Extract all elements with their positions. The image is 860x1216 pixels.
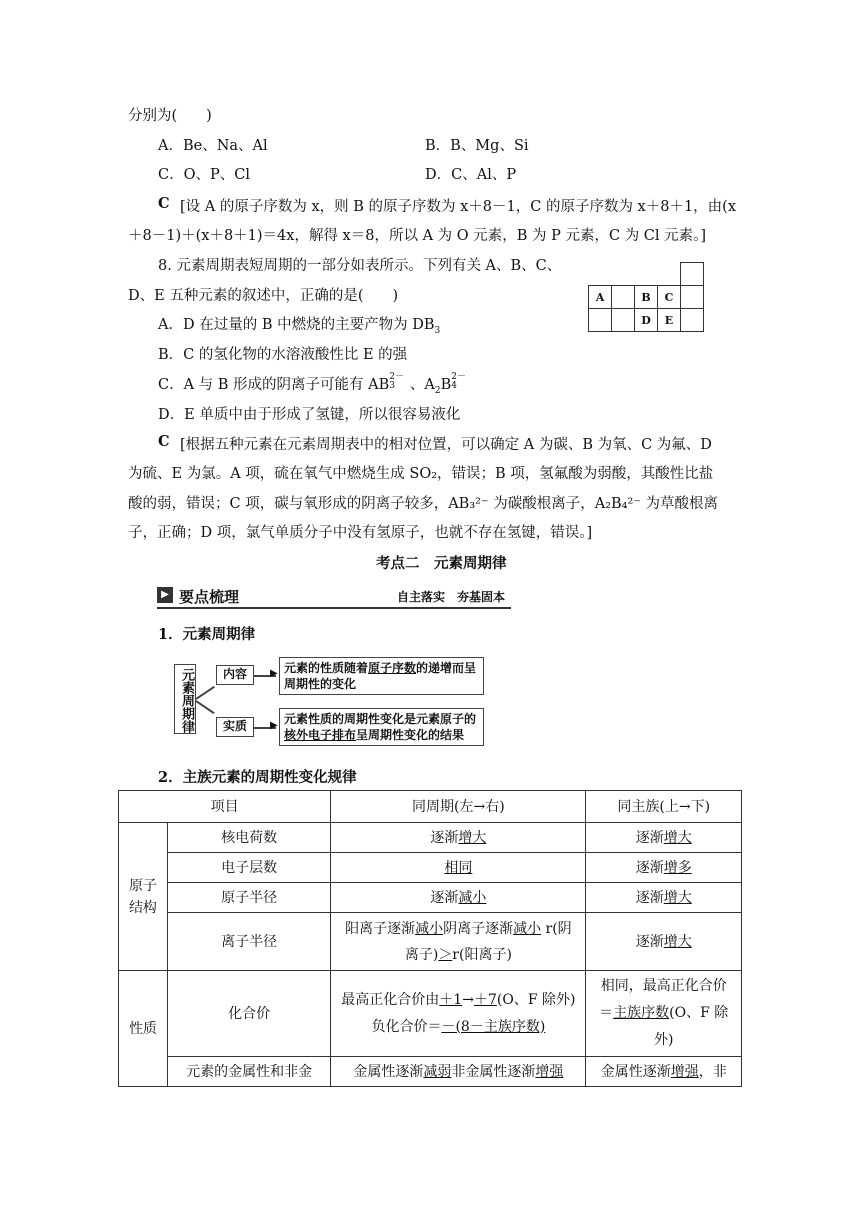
group-atomic-structure: 原子结构 <box>119 823 168 971</box>
q8-option-c: C．A 与 B 形成的阴离子可能有 AB 2－ 3 、$A_2B$ 2－ 4 <box>158 372 467 396</box>
grid-cell-c: C <box>658 286 681 309</box>
grid-cell <box>681 263 704 286</box>
section-title: 考点二 元素周期律 <box>376 555 507 572</box>
grid-cell <box>589 309 612 332</box>
connector <box>196 686 215 700</box>
grid-cell <box>612 286 635 309</box>
q7-answer: C <box>158 195 170 212</box>
row-label: 原子半径 <box>167 883 330 913</box>
q8-stem-line1: 8. 元素周期表短周期的一部分如表所示。下列有关 A、B、C、 <box>158 258 562 274</box>
header-item: 项目 <box>119 791 331 823</box>
q8-explanation-line3: 酸的弱，错误；C 项，碳与氧形成的阴离子较多，AB₃²⁻ 为碳酸根离子，A₂B₄²⁻ 为草酸根离 <box>128 496 719 512</box>
table-cell: 逐渐增大 <box>586 913 742 971</box>
grid-cell-a: A <box>589 286 612 309</box>
q7-explanation-line1: [设 A 的原子序数为 x，则 B 的原子序数为 x＋8－1，C 的原子序数为 x＋8＋1，由(x <box>180 199 737 215</box>
header-same-group: 同主族(上→下) <box>586 791 742 823</box>
table-cell: 逐渐增大 <box>586 883 742 913</box>
q8-option-b: B．C 的氢化物的水溶液酸性比 E 的强 <box>158 347 408 363</box>
group-properties: 性质 <box>119 971 168 1087</box>
section-banner <box>157 585 511 609</box>
table-cell: 逐渐增大 <box>331 823 586 853</box>
grid-cell <box>681 309 704 332</box>
q8-explanation-line2: 为硫、E 为氯。A 项，硫在氧气中燃烧生成 SO₂，错误；B 项，氢氟酸为弱酸，其酸性比盐 <box>128 466 714 482</box>
table-cell: 逐渐增多 <box>586 853 742 883</box>
table-cell: 金属性逐渐减弱非金属性逐渐增强 <box>331 1057 586 1087</box>
row-label: 电子层数 <box>167 853 330 883</box>
header-same-period: 同周期(左→右) <box>331 791 586 823</box>
periodic-trends-table <box>118 790 742 1087</box>
connector <box>196 700 215 714</box>
banner-title: 要点梳理 <box>179 588 240 606</box>
q8-option-d: D．E 单质中由于形成了氢键，所以很容易液化 <box>158 407 461 423</box>
q7-option-c: C．O、P、Cl <box>158 167 250 183</box>
q8-explanation-line1: [根据五种元素在元素周期表中的相对位置，可以确定 A 为碳、B 为氧、C 为氟、D <box>180 437 712 453</box>
part1-heading: 1．元素周期律 <box>158 626 256 643</box>
table-cell: 相同，最高正化合价 ＝主族序数(O、F 除 外) <box>586 971 742 1057</box>
content-desc-box: 元素的性质随着原子序数的递增而呈 周期性的变化 <box>279 657 484 695</box>
table-cell: 逐渐增大 <box>586 823 742 853</box>
part2-heading: 2．主族元素的周期性变化规律 <box>158 769 357 786</box>
arrow-right-icon: ▶ <box>270 720 278 731</box>
content-node: 内容 <box>216 665 254 685</box>
row-label: 离子半径 <box>167 913 330 971</box>
q8-explanation-line4: 子，正确；D 项，氯气单质分子中没有氢原子，也就不存在氢键，错误。] <box>128 525 593 541</box>
table-cell: 阳离子逐渐减小阴离子逐渐减小 r(阴 离子)＞r(阳离子) <box>331 913 586 971</box>
q7-option-d: D．C、Al、P <box>425 167 517 183</box>
table-cell: 金属性逐渐增强，非 <box>586 1057 742 1087</box>
table-cell: 相同 <box>331 853 586 883</box>
grid-cell-d: D <box>635 309 658 332</box>
essence-desc-box: 元素性质的周期性变化是元素原子的 核外电子排布呈周期性变化的结果 <box>279 708 484 746</box>
q7-option-a: A．Be、Na、Al <box>158 138 268 154</box>
q8-option-a: A．D 在过量的 B 中燃烧的主要产物为 $DB_3$ <box>158 317 441 336</box>
table-cell: 逐渐减小 <box>331 883 586 913</box>
periodic-table-fragment <box>588 262 704 332</box>
arrow-right-icon: ▶ <box>270 668 278 679</box>
grid-cell <box>681 286 704 309</box>
root-node: 元素周期律 <box>174 664 196 734</box>
q8-answer: C <box>158 433 170 450</box>
q7-explanation-line2: ＋8－1)＋(x＋8＋1)＝4x，解得 x＝8，所以 A 为 O 元素，B 为 P 元素，C 为 Cl 元素。] <box>128 228 707 244</box>
row-label: 元素的金属性和非金 <box>167 1057 330 1087</box>
banner-subtitle: 自主落实 夯基固本 <box>396 590 505 604</box>
q8-stem-line2: D、E 五种元素的叙述中，正确的是( ) <box>128 288 399 304</box>
play-icon: ▶ <box>157 587 173 603</box>
row-label: 核电荷数 <box>167 823 330 853</box>
grid-cell-b: B <box>635 286 658 309</box>
essence-node: 实质 <box>216 717 254 737</box>
table-cell: 最高正化合价由＋1→＋7(O、F 除外) 负化合价＝－(8－主族序数) <box>331 971 586 1057</box>
grid-cell <box>612 309 635 332</box>
grid-cell-e: E <box>658 309 681 332</box>
q7-option-b: B．B、Mg、Si <box>425 138 529 154</box>
q7-stem-tail: 分别为( ) <box>128 108 212 124</box>
row-label: 化合价 <box>167 971 330 1057</box>
